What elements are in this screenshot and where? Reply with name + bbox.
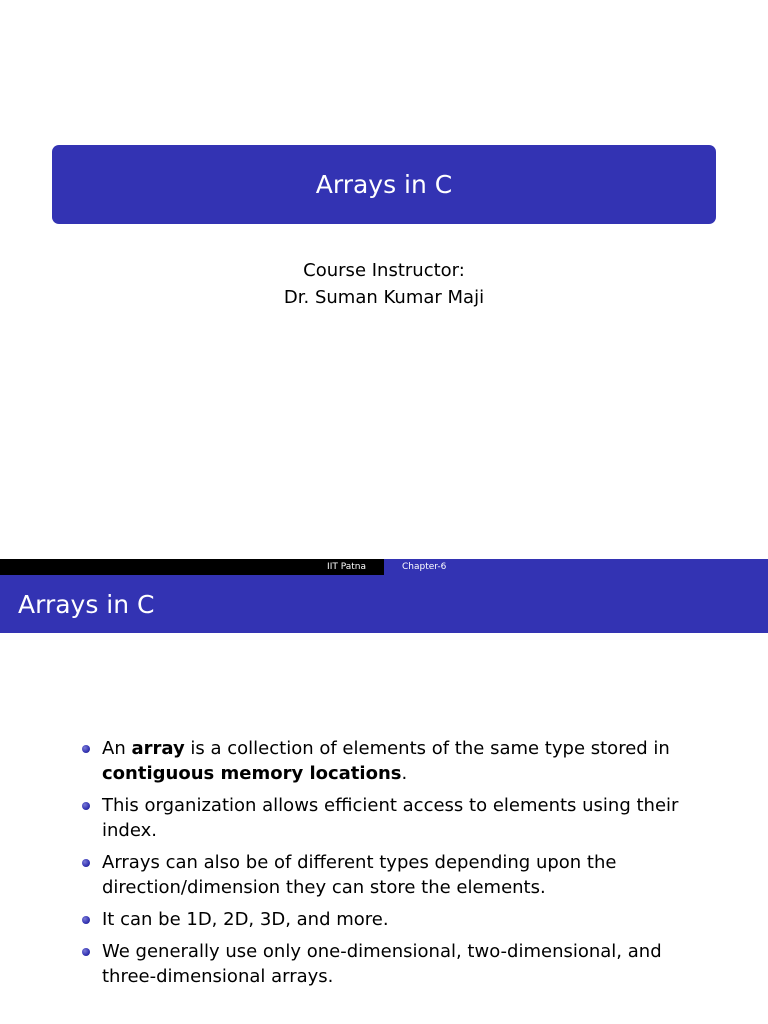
term-contiguous: contiguous memory locations [102,763,402,784]
bullet-icon [82,916,90,924]
presentation-title: Arrays in C [315,170,453,199]
instructor-block [0,257,768,311]
bullet-icon [82,948,90,956]
list-item: Arrays can also be of different types depending upon the direction/dimension they can store the elements. [82,850,702,900]
footer-chapter [384,559,768,575]
list-item: We generally use only one-dimensional, two-dimensional, and three-dimensional arrays. [82,939,702,989]
slide-footer [0,559,768,575]
frame-title-bar [0,575,768,633]
institute-label: IIT Patna [327,562,366,572]
list-item: This organization allows efficient access to elements using their index. [82,793,702,843]
bullet-icon [82,802,90,810]
list-item: It can be 1D, 2D, 3D, and more. [82,907,702,932]
frame-title: Arrays in C [18,589,155,619]
bullet-icon [82,859,90,867]
term-array: array [131,738,185,759]
list-item: An array is a collection of elements of the same type stored in contiguous memory locations. [82,736,702,786]
title-banner [52,145,716,224]
chapter-label: Chapter-6 [402,562,447,572]
instructor-label: Course Instructor: [303,260,465,281]
bullet-list [82,736,702,996]
bullet-icon [82,745,90,753]
footer-institute [0,559,384,575]
instructor-name: Dr. Suman Kumar Maji [283,287,485,308]
